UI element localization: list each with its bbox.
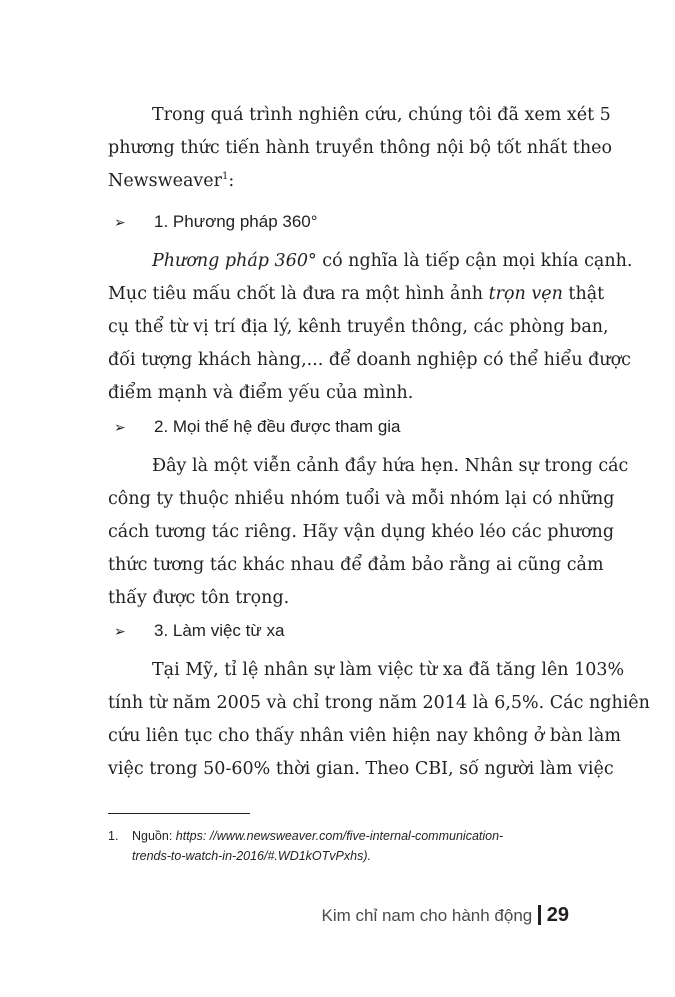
text-line: Đây là một viễn cảnh đầy hứa hẹn. Nhân sự trong các [152, 456, 629, 476]
intro-paragraph [108, 99, 612, 198]
section-title: 3. Làm việc từ xa [154, 621, 285, 640]
page-number: 29 [546, 904, 569, 926]
text-line: phương thức tiến hành truyền thông nội bộ tốt nhất theo [108, 138, 612, 158]
text-span: Mục tiêu mấu chốt là đưa ra một hình ảnh [108, 284, 489, 304]
text-line: việc trong 50-60% thời gian. Theo CBI, số người làm việc [108, 759, 614, 779]
text-line: thức tương tác khác nhau để đảm bảo rằng ai cũng cảm [108, 555, 604, 575]
text-line: Tại Mỹ, tỉ lệ nhân sự làm việc từ xa đã tăng lên 103% [152, 660, 625, 680]
arrowhead-bullet-icon: ➢ [114, 215, 126, 231]
section-3-paragraph [108, 654, 650, 786]
newsweaver-word: Newsweaver [108, 171, 223, 191]
text-line: điểm mạnh và điểm yếu của mình. [108, 383, 414, 403]
text-line: tính từ năm 2005 và chỉ trong năm 2014 là 6,5%. Các nghiên [108, 693, 650, 713]
footnote-ref: 1 [222, 171, 229, 183]
section-heading-3 [114, 620, 284, 643]
italic-term: trọn vẹn [488, 284, 563, 304]
section-title: 1. Phương pháp 360° [154, 212, 318, 231]
footnote-divider [108, 813, 250, 814]
text-span: có nghĩa là tiếp cận mọi khía cạnh. [316, 251, 633, 271]
text-line [108, 278, 605, 311]
footer-separator [538, 905, 541, 925]
section-heading-1 [114, 211, 318, 234]
section-heading-2 [114, 416, 401, 439]
arrowhead-bullet-icon: ➢ [114, 624, 126, 640]
text-line: công ty thuộc nhiều nhóm tuổi và mỗi nhóm lại có những [108, 489, 615, 509]
footnote [108, 826, 578, 866]
colon: : [228, 171, 235, 191]
text-line: Trong quá trình nghiên cứu, chúng tôi đã xem xét 5 [152, 105, 611, 125]
arrowhead-bullet-icon: ➢ [114, 420, 126, 436]
footnote-url: https: //www.newsweaver.com/five-internal-communication- [175, 829, 504, 843]
text-line: cứu liên tục cho thấy nhân viên hiện nay không ở bàn làm [108, 726, 621, 746]
text-line: đối tượng khách hàng,... để doanh nghiệp có thể hiểu được [108, 350, 631, 370]
text-span: thật [562, 284, 605, 304]
footnote-number: 1. [108, 829, 119, 843]
text-line [108, 245, 633, 278]
footnote-label: Nguồn: [132, 829, 176, 843]
text-line: cụ thể từ vị trí địa lý, kênh truyền thông, các phòng ban, [108, 317, 609, 337]
text-line [108, 165, 570, 198]
section-2-paragraph [108, 450, 629, 615]
text-line: thấy được tôn trọng. [108, 588, 290, 608]
footnote-url-continued: trends-to-watch-in-2016/#.WD1kOTvPxhs). [132, 849, 371, 863]
italic-term: Phương pháp 360° [152, 251, 317, 271]
book-title: Kim chỉ nam cho hành động [321, 906, 533, 925]
running-footer [322, 902, 570, 929]
section-title: 2. Mọi thế hệ đều được tham gia [154, 417, 401, 436]
section-1-paragraph [108, 245, 633, 410]
text-line: cách tương tác riêng. Hãy vận dụng khéo léo các phương [108, 522, 615, 542]
